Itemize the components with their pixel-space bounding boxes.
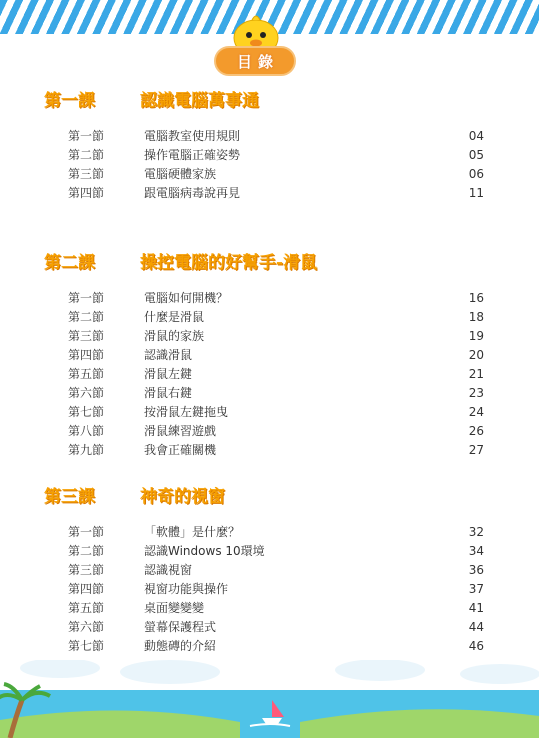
toc-row[interactable]: [68, 636, 484, 655]
section-title: 認識Windows 10環境: [144, 544, 265, 558]
toc-row[interactable]: [68, 345, 484, 364]
section-number: 第四節: [68, 348, 105, 362]
section-title: 認識視窗: [144, 563, 193, 577]
section-title: 操作電腦正確姿勢: [144, 148, 241, 162]
lesson-heading-3: [44, 482, 225, 507]
toc-row[interactable]: [68, 560, 484, 579]
page-number: 04: [468, 128, 484, 143]
page-number: 26: [468, 423, 484, 438]
page-number: 41: [468, 600, 484, 615]
page-number: 20: [468, 347, 484, 362]
section-number: 第五節: [68, 367, 105, 381]
page-number: 16: [468, 290, 484, 305]
toc-row[interactable]: [68, 307, 484, 326]
toc-row[interactable]: [68, 145, 484, 164]
section-title: 電腦教室使用規則: [144, 129, 241, 143]
section-number: 第四節: [68, 186, 105, 200]
section-title: 動態磚的介紹: [144, 639, 217, 653]
section-number: 第一節: [68, 291, 105, 305]
page-number: 21: [468, 366, 484, 381]
section-number: 第一節: [68, 525, 105, 539]
lesson-3-section-list: [68, 522, 484, 655]
section-title: 電腦如何開機？: [144, 291, 229, 305]
toc-row[interactable]: [68, 598, 484, 617]
section-title: 跟電腦病毒說再見: [144, 186, 241, 200]
section-number: 第四節: [68, 582, 105, 596]
section-number: 第六節: [68, 620, 105, 634]
lesson-heading-2: [44, 248, 317, 273]
toc-row[interactable]: [68, 421, 484, 440]
lesson-number: 第一課: [44, 91, 95, 111]
section-number: 第五節: [68, 601, 105, 615]
toc-title: 目錄: [236, 52, 279, 71]
toc-row[interactable]: [68, 617, 484, 636]
page-number: 05: [468, 147, 484, 162]
page-number: 24: [468, 404, 484, 419]
beach-scene-illustration: [0, 660, 539, 738]
section-title: 滑鼠練習遊戲: [144, 424, 217, 438]
section-title: 按滑鼠左鍵拖曳: [144, 405, 229, 419]
section-title: 滑鼠的家族: [144, 329, 205, 343]
section-title: 認識滑鼠: [144, 348, 193, 362]
toc-row[interactable]: [68, 364, 484, 383]
toc-row[interactable]: [68, 541, 484, 560]
lesson-2-section-list: [68, 288, 484, 459]
page-number: 06: [468, 166, 484, 181]
page-number: 11: [468, 185, 484, 200]
section-title: 桌面變變變: [144, 601, 205, 615]
section-number: 第三節: [68, 167, 105, 181]
section-number: 第九節: [68, 443, 105, 457]
lesson-number: 第二課: [44, 253, 95, 273]
section-title: 滑鼠左鍵: [144, 367, 193, 381]
toc-row[interactable]: [68, 383, 484, 402]
lesson-1-section-list: [68, 126, 484, 202]
section-number: 第七節: [68, 405, 105, 419]
section-title: 什麼是滑鼠: [144, 310, 205, 324]
toc-row[interactable]: [68, 126, 484, 145]
section-number: 第六節: [68, 386, 105, 400]
lesson-number: 第三課: [44, 487, 95, 507]
page-number: 32: [468, 524, 484, 539]
toc-row[interactable]: [68, 164, 484, 183]
toc-row[interactable]: [68, 402, 484, 421]
lesson-title: 認識電腦萬事通: [140, 91, 259, 111]
lesson-heading-1: [44, 86, 259, 111]
page-number: 19: [468, 328, 484, 343]
page-number: 34: [468, 543, 484, 558]
page-number: 44: [468, 619, 484, 634]
section-number: 第三節: [68, 563, 105, 577]
toc-row[interactable]: [68, 522, 484, 541]
section-title: 電腦硬體家族: [144, 167, 217, 181]
toc-row[interactable]: [68, 288, 484, 307]
page-number: 36: [468, 562, 484, 577]
section-number: 第三節: [68, 329, 105, 343]
lesson-title: 操控電腦的好幫手-滑鼠: [140, 253, 318, 273]
lesson-title: 神奇的視窗: [140, 487, 225, 507]
section-title: 我會正確關機: [144, 443, 217, 457]
page-number: 37: [468, 581, 484, 596]
toc-title-badge: [214, 46, 296, 76]
section-number: 第七節: [68, 639, 105, 653]
section-number: 第二節: [68, 544, 105, 558]
section-title: 螢幕保護程式: [144, 620, 217, 634]
section-number: 第二節: [68, 310, 105, 324]
toc-row[interactable]: [68, 326, 484, 345]
page-number: 46: [468, 638, 484, 653]
page-number: 23: [468, 385, 484, 400]
toc-row[interactable]: [68, 183, 484, 202]
section-number: 第八節: [68, 424, 105, 438]
section-title: 視窗功能與操作: [144, 582, 229, 596]
section-number: 第二節: [68, 148, 105, 162]
section-number: 第一節: [68, 129, 105, 143]
page-number: 18: [468, 309, 484, 324]
section-title: 「軟體」是什麼？: [144, 525, 241, 539]
page-number: 27: [468, 442, 484, 457]
toc-row[interactable]: [68, 579, 484, 598]
toc-row[interactable]: [68, 440, 484, 459]
section-title: 滑鼠右鍵: [144, 386, 193, 400]
